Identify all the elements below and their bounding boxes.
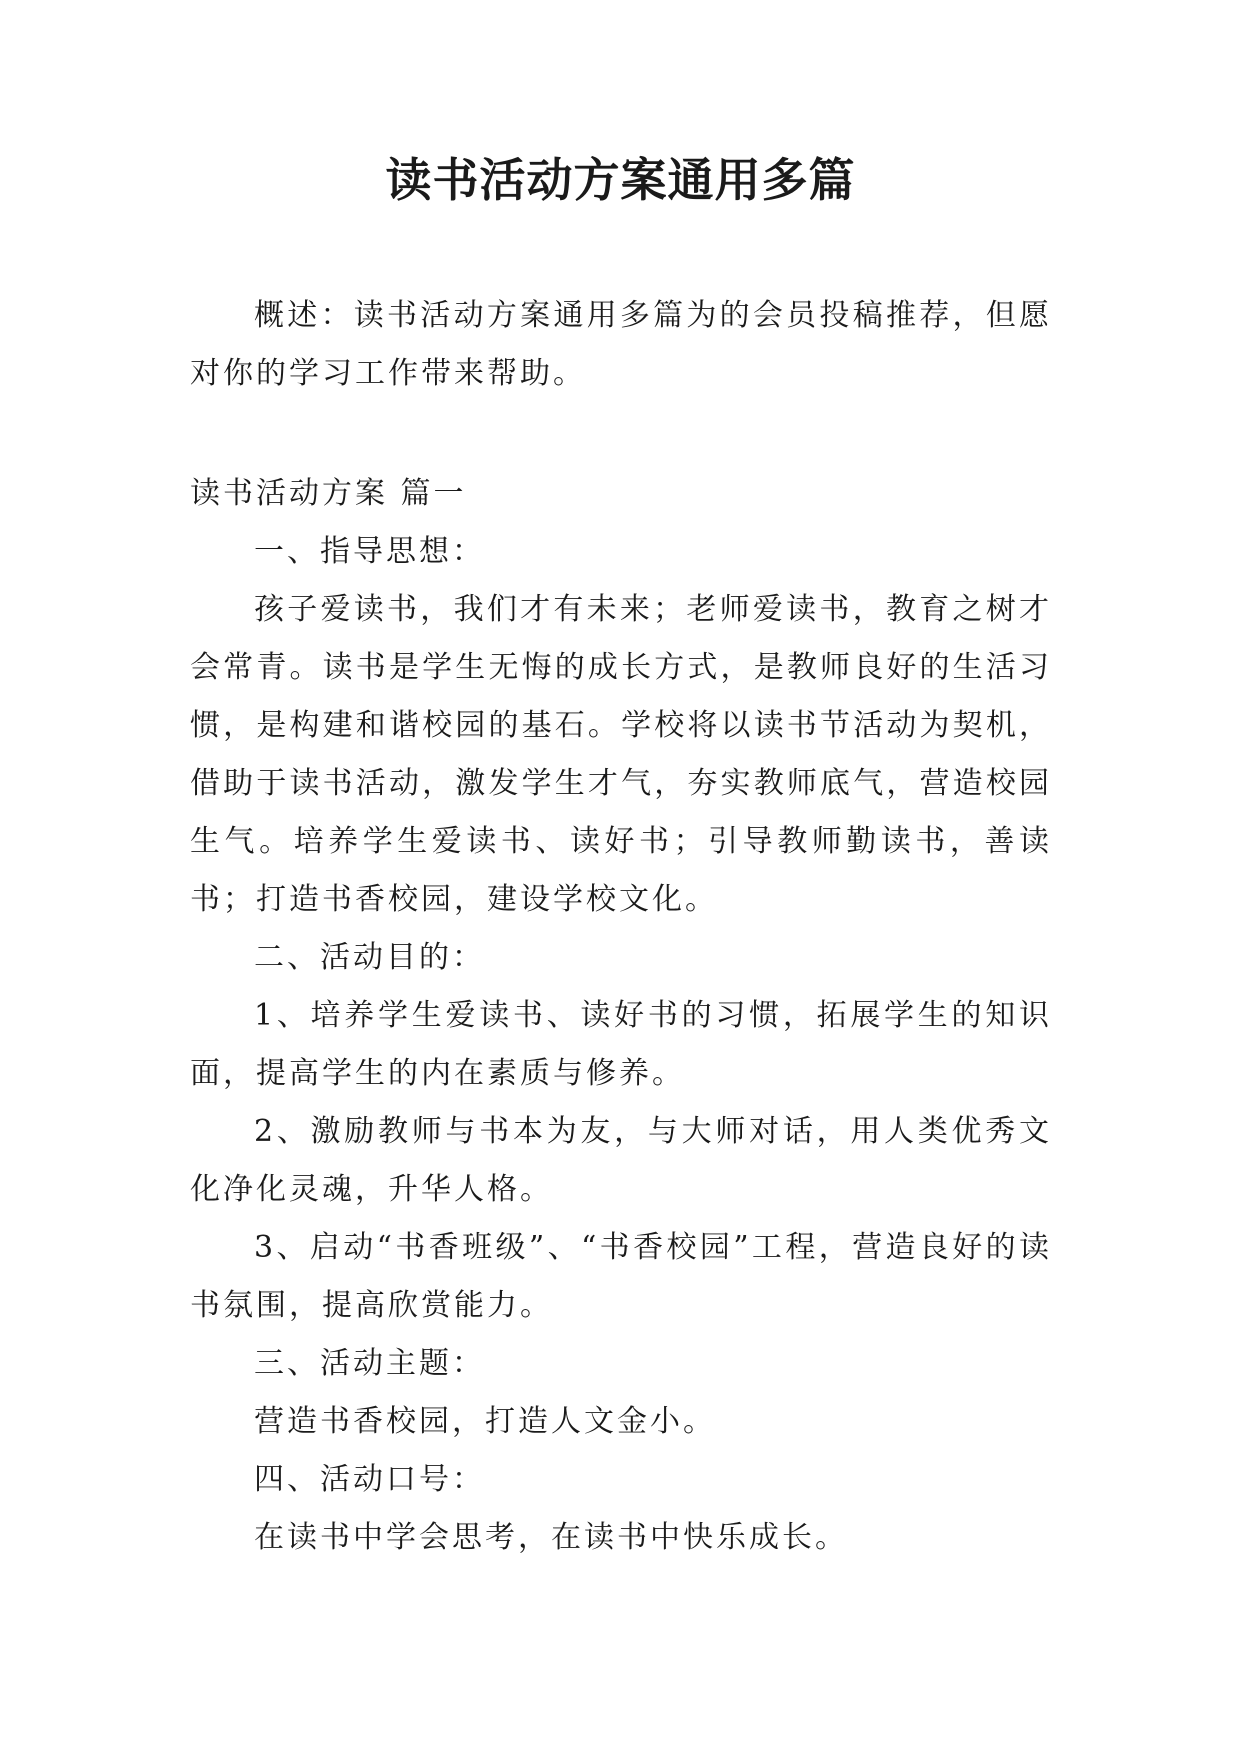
paragraph-purpose-2: 2、激励教师与书本为友，与大师对话，用人类优秀文化净化灵魂，升华人格。 bbox=[190, 1114, 1052, 1207]
paragraph-guiding-thought: 孩子爱读书，我们才有未来；老师爱读书，教育之树才会常青。读书是学生无悔的成长方式，是教师良好的生活习惯，是构建和谐校园的基石。学校将以读书节活动为契机，借助于读书活动，激发学生才气，夯实教师底气，营造校园生气。培养学生爱读书、读好书；引导教师勤读书，善读书；打造书香校园，建设学校文化。 bbox=[190, 592, 1052, 917]
summary-paragraph: 概述：读书活动方案通用多篇为的会员投稿推荐，但愿对你的学习工作带来帮助。 bbox=[190, 298, 1052, 391]
paragraph-purpose-3: 3、启动“书香班级”、“书香校园”工程，营造良好的读书氛围，提高欣赏能力。 bbox=[190, 1230, 1052, 1323]
heading-activity-theme: 三、活动主题： bbox=[254, 1346, 485, 1381]
section-heading: 读书活动方案 篇一 bbox=[190, 476, 467, 511]
paragraph-activity-slogan: 在读书中学会思考，在读书中快乐成长。 bbox=[254, 1520, 848, 1555]
spacer bbox=[190, 403, 1052, 465]
heading-guiding-thought: 一、指导思想： bbox=[254, 534, 485, 569]
heading-activity-purpose: 二、活动目的： bbox=[254, 940, 485, 975]
paragraph-activity-theme: 营造书香校园，打造人文金小。 bbox=[254, 1404, 716, 1439]
document-body bbox=[190, 287, 1052, 1567]
heading-activity-slogan: 四、活动口号： bbox=[254, 1462, 485, 1497]
paragraph-purpose-1: 1、培养学生爱读书、读好书的习惯，拓展学生的知识面，提高学生的内在素质与修养。 bbox=[190, 998, 1052, 1091]
document-title: 读书活动方案通用多篇 bbox=[385, 153, 856, 207]
